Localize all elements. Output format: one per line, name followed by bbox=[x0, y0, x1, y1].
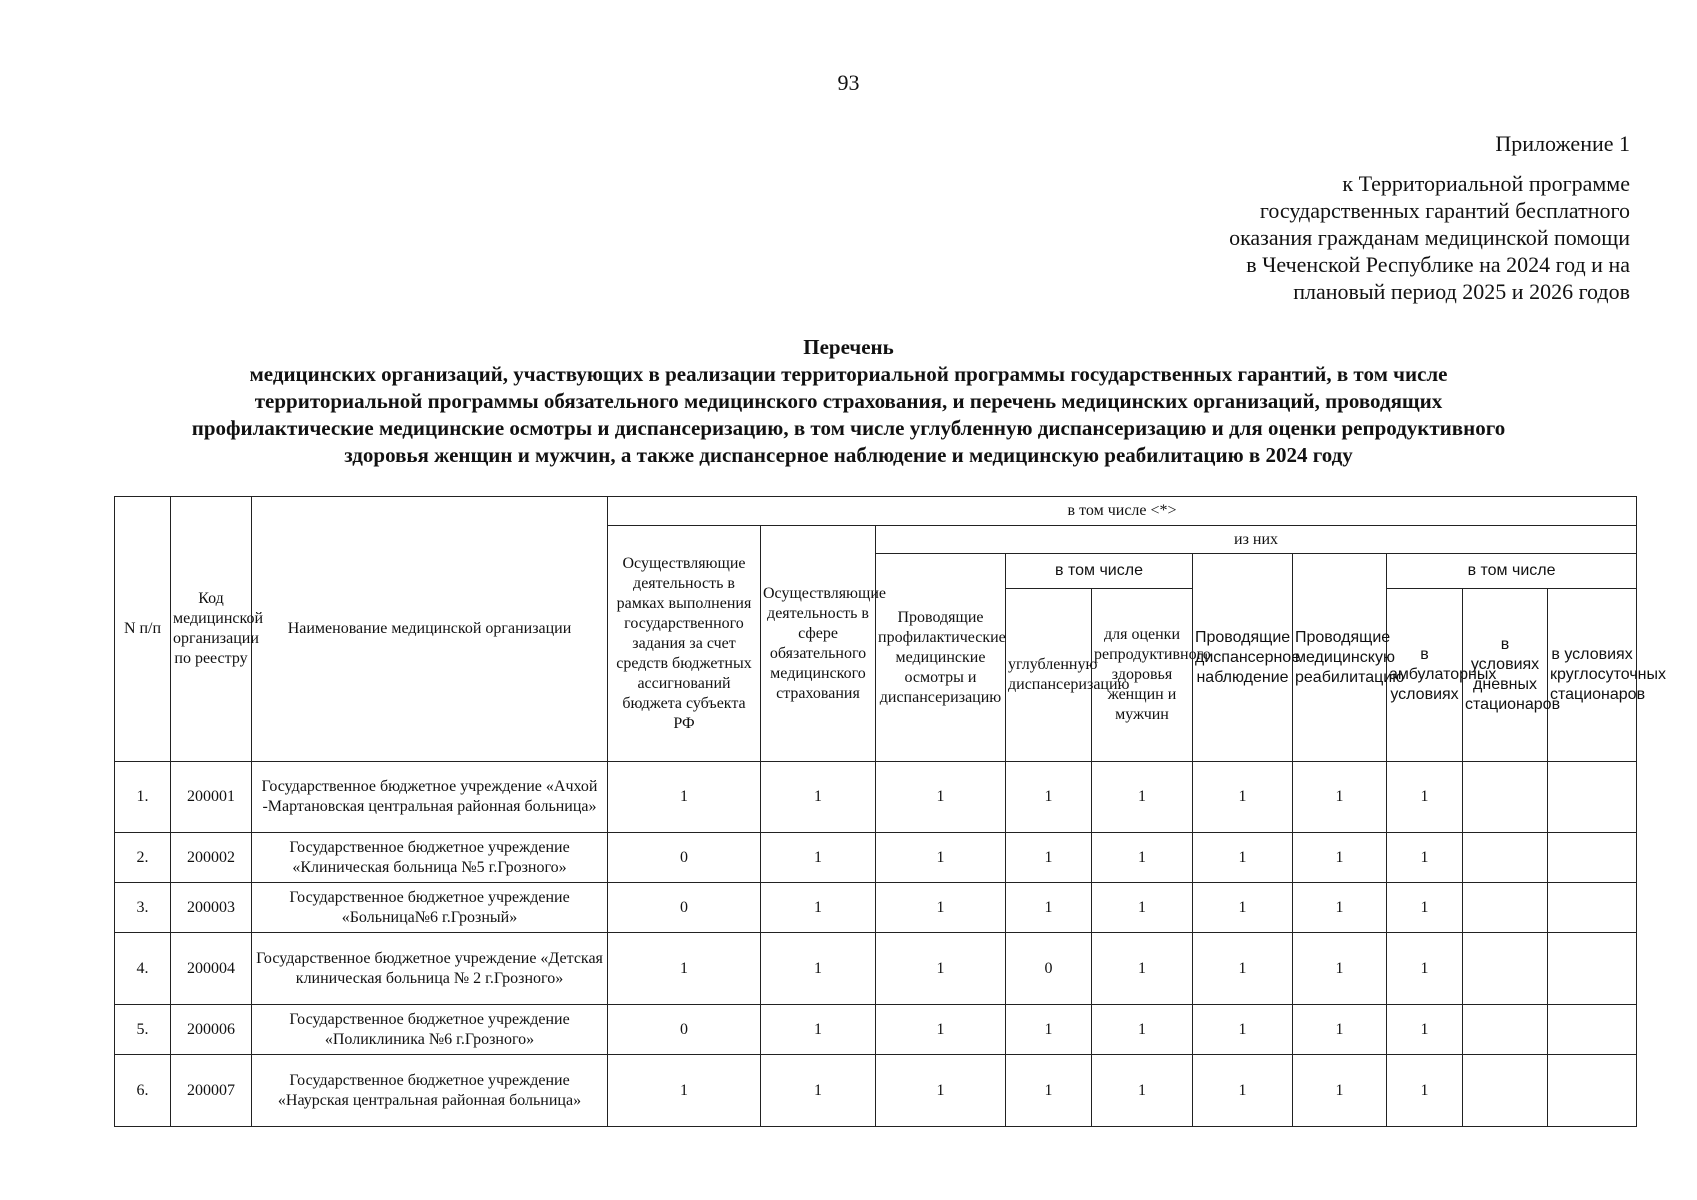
header-prof: Проводящие профилактические медицинские осмотры и диспансеризацию bbox=[876, 554, 1006, 762]
cell-repro: 1 bbox=[1092, 762, 1193, 833]
cell-budget: 1 bbox=[608, 1055, 761, 1127]
cell-code: 200004 bbox=[171, 933, 252, 1005]
table-row bbox=[115, 833, 1637, 883]
header-num: N п/п bbox=[115, 497, 171, 762]
cell-prof: 1 bbox=[876, 933, 1006, 1005]
header-budget: Осуществляющие деятельность в рамках выполнения государственного задания за счет средств бюджетных ассигнований бюджета субъекта РФ bbox=[608, 526, 761, 762]
cell-oms: 1 bbox=[761, 833, 876, 883]
page-number: 93 bbox=[837, 70, 860, 95]
appendix-line: в Чеченской Республике на 2024 год и на bbox=[1246, 252, 1630, 277]
appendix-title: Приложение 1 bbox=[1495, 131, 1630, 156]
cell-repro: 1 bbox=[1092, 933, 1193, 1005]
cell-name: Государственное бюджетное учреждение «Ачхой -Мартановская центральная районная больница» bbox=[252, 762, 608, 833]
header-deep: углубленную диспансеризацию bbox=[1006, 589, 1092, 762]
cell-budget: 1 bbox=[608, 762, 761, 833]
cell-round bbox=[1548, 1055, 1637, 1127]
table-row bbox=[115, 1005, 1637, 1055]
table-row bbox=[115, 762, 1637, 833]
cell-name: Государственное бюджетное учреждение «Поликлиника №6 г.Грозного» bbox=[252, 1005, 608, 1055]
cell-repro: 1 bbox=[1092, 1005, 1193, 1055]
title-line: здоровья женщин и мужчин, а также диспансерное наблюдение и медицинскую реабилитацию в 2024 году bbox=[344, 443, 1353, 467]
cell-code: 200003 bbox=[171, 883, 252, 933]
cell-num: 6. bbox=[115, 1055, 171, 1127]
cell-budget: 1 bbox=[608, 933, 761, 1005]
cell-num: 1. bbox=[115, 762, 171, 833]
cell-prof: 1 bbox=[876, 762, 1006, 833]
cell-disp: 1 bbox=[1193, 762, 1293, 833]
cell-day bbox=[1463, 1055, 1548, 1127]
cell-oms: 1 bbox=[761, 762, 876, 833]
cell-deep: 1 bbox=[1006, 1005, 1092, 1055]
cell-code: 200007 bbox=[171, 1055, 252, 1127]
cell-day bbox=[1463, 833, 1548, 883]
cell-budget: 0 bbox=[608, 883, 761, 933]
title-line: территориальной программы обязательного медицинского страхования, и перечень медицинских организаций, проводящих bbox=[254, 389, 1443, 413]
cell-round bbox=[1548, 833, 1637, 883]
cell-deep: 0 bbox=[1006, 933, 1092, 1005]
cell-deep: 1 bbox=[1006, 762, 1092, 833]
cell-rehab: 1 bbox=[1293, 833, 1387, 883]
cell-oms: 1 bbox=[761, 1055, 876, 1127]
appendix-subtitle bbox=[1229, 170, 1630, 305]
cell-code: 200001 bbox=[171, 762, 252, 833]
title-line: медицинских организаций, участвующих в реализации территориальной программы государственных гарантий, в том числе bbox=[249, 362, 1448, 386]
header-including: в том числе <*> bbox=[608, 497, 1637, 526]
cell-repro: 1 bbox=[1092, 1055, 1193, 1127]
cell-amb: 1 bbox=[1387, 1005, 1463, 1055]
cell-disp: 1 bbox=[1193, 833, 1293, 883]
cell-disp: 1 bbox=[1193, 1055, 1293, 1127]
header-including-prof: в том числе bbox=[1006, 554, 1193, 589]
cell-rehab: 1 bbox=[1293, 933, 1387, 1005]
cell-rehab: 1 bbox=[1293, 762, 1387, 833]
cell-prof: 1 bbox=[876, 883, 1006, 933]
cell-prof: 1 bbox=[876, 1005, 1006, 1055]
cell-day bbox=[1463, 933, 1548, 1005]
cell-repro: 1 bbox=[1092, 883, 1193, 933]
header-name: Наименование медицинской организации bbox=[252, 497, 608, 762]
cell-amb: 1 bbox=[1387, 1055, 1463, 1127]
header-disp: Проводящие диспансерное наблюдение bbox=[1193, 554, 1293, 762]
cell-oms: 1 bbox=[761, 1005, 876, 1055]
cell-disp: 1 bbox=[1193, 883, 1293, 933]
cell-amb: 1 bbox=[1387, 833, 1463, 883]
cell-round bbox=[1548, 883, 1637, 933]
cell-deep: 1 bbox=[1006, 833, 1092, 883]
cell-name: Государственное бюджетное учреждение «Наурская центральная районная больница» bbox=[252, 1055, 608, 1127]
cell-name: Государственное бюджетное учреждение «Больница№6 г.Грозный» bbox=[252, 883, 608, 933]
header-of-them: из них bbox=[876, 526, 1637, 554]
header-including-rehab: в том числе bbox=[1387, 554, 1637, 589]
table-row bbox=[115, 883, 1637, 933]
appendix-line: оказания гражданам медицинской помощи bbox=[1229, 225, 1630, 250]
cell-round bbox=[1548, 1005, 1637, 1055]
cell-rehab: 1 bbox=[1293, 1055, 1387, 1127]
header-round: в условиях круглосуточных стационаров bbox=[1548, 589, 1637, 762]
cell-prof: 1 bbox=[876, 1055, 1006, 1127]
header-rehab: Проводящие медицинскую реабилитацию bbox=[1293, 554, 1387, 762]
cell-code: 200006 bbox=[171, 1005, 252, 1055]
cell-budget: 0 bbox=[608, 1005, 761, 1055]
cell-num: 2. bbox=[115, 833, 171, 883]
document-title bbox=[60, 334, 1637, 469]
cell-oms: 1 bbox=[761, 933, 876, 1005]
cell-num: 5. bbox=[115, 1005, 171, 1055]
cell-rehab: 1 bbox=[1293, 883, 1387, 933]
header-oms: Осуществляющие деятельность в сфере обязательного медицинского страхования bbox=[761, 526, 876, 762]
cell-name: Государственное бюджетное учреждение «Клиническая больница №5 г.Грозного» bbox=[252, 833, 608, 883]
cell-day bbox=[1463, 1005, 1548, 1055]
table-row bbox=[115, 933, 1637, 1005]
cell-day bbox=[1463, 883, 1548, 933]
cell-num: 3. bbox=[115, 883, 171, 933]
cell-rehab: 1 bbox=[1293, 1005, 1387, 1055]
appendix-line: государственных гарантий бесплатного bbox=[1259, 198, 1630, 223]
cell-code: 200002 bbox=[171, 833, 252, 883]
header-repro: для оценки репродуктивного здоровья женщин и мужчин bbox=[1092, 589, 1193, 762]
cell-oms: 1 bbox=[761, 883, 876, 933]
cell-num: 4. bbox=[115, 933, 171, 1005]
cell-name: Государственное бюджетное учреждение «Детская клиническая больница № 2 г.Грозного» bbox=[252, 933, 608, 1005]
cell-amb: 1 bbox=[1387, 883, 1463, 933]
header-day: в условиях дневных стационаров bbox=[1463, 589, 1548, 762]
title-line: профилактические медицинские осмотры и диспансеризацию, в том числе углубленную диспансеризацию и для оценки репродуктивного bbox=[191, 416, 1506, 440]
organizations-table bbox=[114, 496, 1666, 1127]
cell-prof: 1 bbox=[876, 833, 1006, 883]
cell-disp: 1 bbox=[1193, 933, 1293, 1005]
cell-amb: 1 bbox=[1387, 762, 1463, 833]
cell-disp: 1 bbox=[1193, 1005, 1293, 1055]
table-row bbox=[115, 1055, 1637, 1127]
cell-deep: 1 bbox=[1006, 1055, 1092, 1127]
cell-round bbox=[1548, 762, 1637, 833]
cell-round bbox=[1548, 933, 1637, 1005]
appendix-line: к Территориальной программе bbox=[1342, 171, 1630, 196]
title-heading: Перечень bbox=[803, 335, 894, 359]
header-amb: в амбулаторных условиях bbox=[1387, 589, 1463, 762]
cell-deep: 1 bbox=[1006, 883, 1092, 933]
cell-budget: 0 bbox=[608, 833, 761, 883]
appendix-line: плановый период 2025 и 2026 годов bbox=[1293, 279, 1630, 304]
cell-repro: 1 bbox=[1092, 833, 1193, 883]
cell-day bbox=[1463, 762, 1548, 833]
header-code: Код медицинской организации по реестру bbox=[171, 497, 252, 762]
cell-amb: 1 bbox=[1387, 933, 1463, 1005]
